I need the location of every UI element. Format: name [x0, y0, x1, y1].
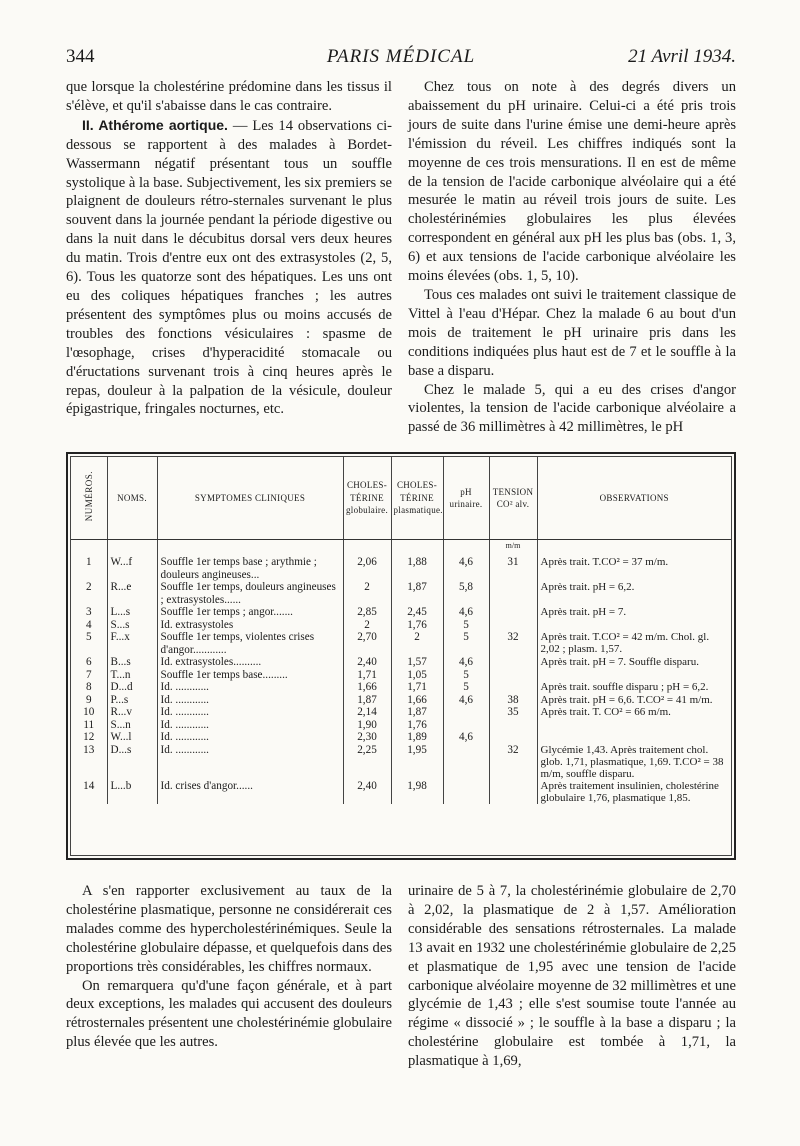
issue-date: 21 Avril 1934. — [628, 46, 736, 67]
table-row — [71, 694, 731, 707]
ph-urinary: 5 — [443, 619, 489, 632]
table-row — [71, 656, 731, 669]
observations: Après trait. pH = 6,6. T.CO² = 41 m/m. — [540, 693, 713, 706]
chol-globular: 2,30 — [343, 731, 391, 744]
tension-co2: 32 — [489, 631, 537, 656]
chol-plasma: 1,05 — [391, 669, 443, 682]
tension-co2 — [489, 731, 537, 744]
chol-plasma: 1,76 — [391, 719, 443, 732]
symptoms: Souffle 1er temps ; angor....... — [157, 606, 343, 619]
observations — [537, 619, 731, 632]
chol-plasma: 1,98 — [391, 780, 443, 804]
patient-name: S...s — [107, 619, 157, 632]
ph-urinary — [443, 719, 489, 732]
header-ph: pH urinaire. — [443, 457, 489, 540]
table-row — [71, 581, 731, 606]
column-left-top — [66, 78, 392, 419]
row-number: 1 — [71, 556, 107, 581]
chol-plasma: 2 — [391, 631, 443, 656]
data-table — [71, 457, 731, 804]
chol-plasma: 2,45 — [391, 606, 443, 619]
patient-name: F...x — [107, 631, 157, 656]
row-number: 7 — [71, 669, 107, 682]
observations — [537, 731, 731, 744]
chol-plasma: 1,88 — [391, 556, 443, 581]
row-number: 4 — [71, 619, 107, 632]
ph-urinary: 5 — [443, 669, 489, 682]
patient-name: R...e — [107, 581, 157, 606]
observations — [537, 719, 731, 732]
chol-plasma: 1,71 — [391, 681, 443, 694]
chol-globular: 2 — [343, 581, 391, 606]
tension-co2: 31 — [489, 556, 537, 581]
chol-globular: 1,66 — [343, 681, 391, 694]
observations: Après trait. T. CO² = 66 m/m. — [540, 706, 671, 718]
header-chol-glob: CHOLES-TÉRINE globulaire. — [343, 457, 391, 540]
symptoms: Souffle 1er temps, douleurs angineuses ; extrasystoles...... — [157, 581, 343, 606]
ph-urinary: 4,6 — [443, 694, 489, 707]
header-num: NUMÉROS. — [71, 457, 107, 540]
patient-name: W...l — [107, 731, 157, 744]
chol-globular: 2,14 — [343, 706, 391, 719]
patient-name: B...s — [107, 656, 157, 669]
ph-urinary: 5 — [443, 681, 489, 694]
header-chol-plasma: CHOLES-TÉRINE plasmatique. — [391, 457, 443, 540]
chol-globular: 2,25 — [343, 744, 391, 780]
running-header — [66, 46, 736, 72]
row-number: 5 — [71, 631, 107, 656]
header-obs: OBSERVATIONS — [537, 457, 731, 540]
table-row — [71, 631, 731, 656]
ph-urinary: 5,8 — [443, 581, 489, 606]
tension-co2 — [489, 669, 537, 682]
table-row — [71, 719, 731, 732]
chol-globular: 2,40 — [343, 780, 391, 804]
ph-urinary: 5 — [443, 631, 489, 656]
table-row — [71, 681, 731, 694]
header-tension: TENSION CO² alv. — [489, 457, 537, 540]
symptoms: Souffle 1er temps base......... — [157, 669, 343, 682]
paragraph: Chez le malade 5, qui a eu des crises d'angor violentes, la tension de l'acide carbonique alvéolaire a passé de 36 millimètres à 42 millimètres, le pH — [408, 381, 736, 436]
tension-co2 — [489, 681, 537, 694]
symptoms: Id. ............ — [157, 744, 343, 780]
observations: Après trait. pH = 6,2. — [540, 581, 635, 593]
patient-name: W...f — [107, 556, 157, 581]
header-symptoms: SYMPTOMES CLINIQUES — [157, 457, 343, 540]
ph-urinary — [443, 780, 489, 804]
symptoms: Id. ............ — [157, 681, 343, 694]
chol-plasma: 1,66 — [391, 694, 443, 707]
row-number: 6 — [71, 656, 107, 669]
ph-urinary: 4,6 — [443, 606, 489, 619]
tension-co2: 38 — [489, 694, 537, 707]
chol-plasma: 1,87 — [391, 706, 443, 719]
tension-co2 — [489, 780, 537, 804]
patient-name: L...b — [107, 780, 157, 804]
table-row — [71, 780, 731, 804]
symptoms: Souffle 1er temps base ; arythmie ; douleurs angineuses... — [157, 556, 343, 581]
chol-globular: 2,70 — [343, 631, 391, 656]
paragraph: urinaire de 5 à 7, la cholestérinémie globulaire de 2,70 à 2,02, la plasmatique de 2 à 1,57. Amélioration considérable des sensations rétrosternales. La malade 13 avait en 1932 une cholestérinémie globulaire de 2,25 et plasmatique de 1,95 avec une tension de l'acide carbonique alvéolaire moyenne de 32 millimètres et une glycémie de 1,43 ; elle s'est soumise toute l'année au régime « dissocié » ; le souffle à la base a disparu ; la cholestérine globulaire est tombée à 1,71, la plasmatique à 1,69, — [408, 883, 736, 1070]
chol-plasma: 1,87 — [391, 581, 443, 606]
chol-globular: 2,06 — [343, 556, 391, 581]
table-row — [71, 556, 731, 581]
journal-title: PARIS MÉDICAL — [326, 46, 476, 67]
ph-urinary — [443, 706, 489, 719]
observations: Après trait. pH = 7. Souffle disparu. — [540, 656, 699, 668]
paragraph: A s'en rapporter exclusivement au taux de la cholestérine plasmatique, personne ne considérerait ces malades comme des hypercholestérinémiques. Seule la cholestérine globulaire dépasse, et quelquefois dans des proportions très considérables, les chiffres normaux. — [66, 883, 392, 975]
table-row — [71, 706, 731, 719]
paragraph: On remarquera qu'd'une façon générale, et à part deux exceptions, les malades qui accusent des douleurs rétrosternales présentent une cholestérinémie globulaire plus élevée que les autres. — [66, 977, 392, 1051]
tension-co2 — [489, 581, 537, 606]
chol-globular: 2 — [343, 619, 391, 632]
column-left-bottom — [66, 882, 392, 1052]
row-number: 14 — [71, 780, 107, 804]
patient-name: D...d — [107, 681, 157, 694]
chol-plasma: 1,95 — [391, 744, 443, 780]
table-row — [71, 606, 731, 619]
tension-co2: 35 — [489, 706, 537, 719]
paragraph: Chez tous on note à des degrés divers un abaissement du pH urinaire. Celui-ci a été pris trois jours de suite dans l'urine émise une demi-heure après l'émission du réveil. Les chiffres indiqués sont la moyenne de ces trois mensurations. Il en est de même de la tension de l'acide carbonique alvéolaire qui a été mesurée le matin au réveil trois jours de suite. Les cholestérinémies globulaires les plus élevées correspondent en général aux pH les plus bas (obs. 1, 3, 6) et aux tensions de l'acide carbonique alvéolaire les moins élevées (obs. 1, 5, 10). — [408, 79, 736, 285]
patient-name: S...n — [107, 719, 157, 732]
row-number: 10 — [71, 706, 107, 719]
column-right-bottom — [408, 882, 736, 1071]
header-name: NOMS. — [107, 457, 157, 540]
unit-mm: m/m — [489, 540, 537, 557]
observations: Après trait. souffle disparu ; pH = 6,2. — [540, 681, 709, 693]
symptoms: Id. crises d'angor...... — [157, 780, 343, 804]
row-number: 13 — [71, 744, 107, 780]
observations-table — [66, 452, 736, 860]
section-heading: II. Athérome aortique. — [82, 116, 228, 133]
observations: Glycémie 1,43. Après traitement chol. glob. 1,71, plasmatique, 1,69. T.CO² = 38 m/m, souffle disparu. — [540, 743, 724, 780]
table-row — [71, 619, 731, 632]
chol-globular: 1,87 — [343, 694, 391, 707]
symptoms: Id. ............ — [157, 706, 343, 719]
tension-co2 — [489, 606, 537, 619]
symptoms: Id. ............ — [157, 731, 343, 744]
chol-plasma: 1,57 — [391, 656, 443, 669]
observations — [537, 669, 731, 682]
chol-globular: 2,40 — [343, 656, 391, 669]
symptoms: Id. ............ — [157, 719, 343, 732]
paragraph: que lorsque la cholestérine prédomine dans les tissus il s'élève, et qu'il s'abaisse dans le cas contraire. — [66, 79, 392, 114]
column-right-top — [408, 78, 736, 437]
chol-globular: 1,71 — [343, 669, 391, 682]
tension-co2 — [489, 619, 537, 632]
patient-name: T...n — [107, 669, 157, 682]
tension-co2 — [489, 719, 537, 732]
row-number: 2 — [71, 581, 107, 606]
unit-row — [71, 540, 731, 557]
table-row — [71, 731, 731, 744]
paragraph: Tous ces malades ont suivi le traitement classique de Vittel à l'eau d'Hépar. Chez la malade 6 au bout d'un mois de traitement le pH urinaire pris dans les conditions indiquées plus haut est de 7 et le souffle à la base a disparu. — [408, 286, 736, 379]
tension-co2 — [489, 656, 537, 669]
row-number: 3 — [71, 606, 107, 619]
row-number: 8 — [71, 681, 107, 694]
ph-urinary — [443, 744, 489, 780]
observations: Après trait. T.CO² = 42 m/m. Chol. gl. 2,02 ; plasm. 1,57. — [540, 631, 710, 655]
chol-globular: 1,90 — [343, 719, 391, 732]
row-number: 11 — [71, 719, 107, 732]
table-row — [71, 744, 731, 780]
symptoms: Id. ............ — [157, 694, 343, 707]
tension-co2: 32 — [489, 744, 537, 780]
patient-name: D...s — [107, 744, 157, 780]
paragraph-atherome — [66, 116, 392, 420]
chol-plasma: 1,89 — [391, 731, 443, 744]
symptoms: Souffle 1er temps, violentes crises d'angor............ — [157, 631, 343, 656]
table-row — [71, 669, 731, 682]
ph-urinary: 4,6 — [443, 656, 489, 669]
observations: Après trait. T.CO² = 37 m/m. — [540, 556, 669, 568]
chol-plasma: 1,76 — [391, 619, 443, 632]
paragraph-text: — Les 14 observations ci-dessous se rapportent à des malades à Bordet-Wassermann négatif présentant tous un souffle systolique à la base. Subjectivement, les six premiers se plaignent de douleurs rétro-sternales survenant le plus souvent dans la journée pendant la période digestive ou dans la nuit dans le décubitus dorsal vers deux heures du matin. Trois d'entre eux ont des extrasystoles (2, 5, 6). Tous les quatorze sont des hépatiques. Les uns ont eu des coliques hépatiques franches ; les autres présentent des symptômes plus ou moins accusés de troubles des fonctions vésiculaires : spasme de l'œsophage, crises d'hyperacidité stomacale ou d'éructations survenant trois à cinq heures après le repas, douleur à la palpation de la vésicule, douleur épigastrique, fringales nocturnes, etc. — [66, 117, 392, 418]
row-number: 9 — [71, 694, 107, 707]
chol-globular: 2,85 — [343, 606, 391, 619]
ph-urinary: 4,6 — [443, 556, 489, 581]
ph-urinary: 4,6 — [443, 731, 489, 744]
table-header-row — [71, 457, 731, 540]
row-number: 12 — [71, 731, 107, 744]
observations: Après trait. pH = 7. — [540, 606, 627, 618]
symptoms: Id. extrasystoles — [157, 619, 343, 632]
patient-name: R...v — [107, 706, 157, 719]
page-number: 344 — [66, 46, 95, 67]
observations: Après traitement insulinien, cholestérine globulaire 1,76, plasmatique 1,85. — [540, 779, 719, 804]
patient-name: P...s — [107, 694, 157, 707]
patient-name: L...s — [107, 606, 157, 619]
symptoms: Id. extrasystoles.......... — [157, 656, 343, 669]
